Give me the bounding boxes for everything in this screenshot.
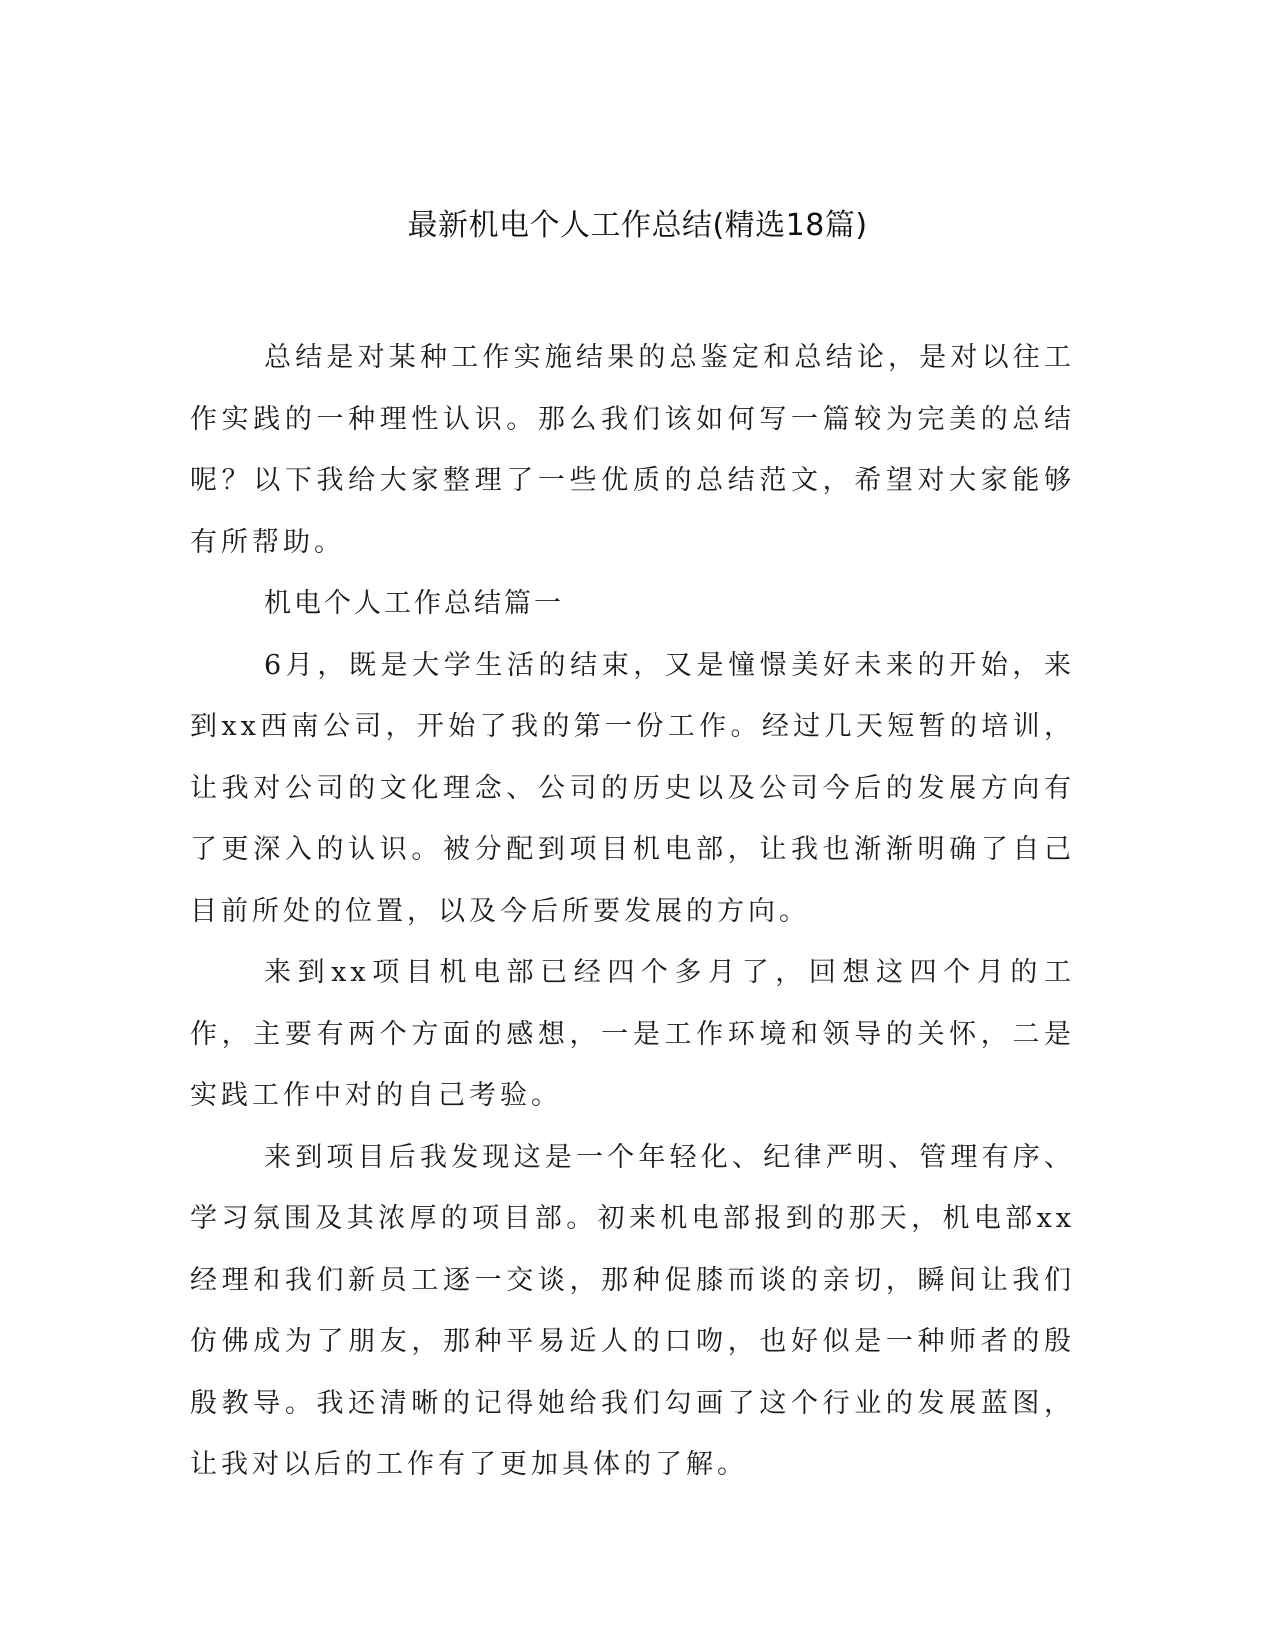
body-paragraph-1: 6月，既是大学生活的结束，又是憧憬美好未来的开始，来到xx西南公司，开始了我的第一份工作。经过几天短暂的培训，让我对公司的文化理念、公司的历史以及公司今后的发展方向有了更深入的认识。被分配到项目机电部，让我也渐渐明确了自己目前所处的位置，以及今后所要发展的方向。 (190, 649, 1075, 927)
document-title: 最新机电个人工作总结(精选18篇) (407, 208, 868, 243)
section-heading: 机电个人工作总结篇一 (264, 588, 564, 619)
document-body (190, 327, 1075, 1496)
body-paragraph-3: 来到项目后我发现这是一个年轻化、纪律严明、管理有序、学习氛围及其浓厚的项目部。初来机电部报到的那天，机电部xx经理和我们新员工逐一交谈，那种促膝而谈的亲切，瞬间让我们仿佛成为了朋友，那种平易近人的口吻，也好似是一种师者的殷殷教导。我还清晰的记得她给我们勾画了这个行业的发展蓝图，让我对以后的工作有了更加具体的了解。 (190, 1141, 1075, 1480)
body-paragraph-2: 来到xx项目机电部已经四个多月了，回想这四个月的工作，主要有两个方面的感想，一是工作环境和领导的关怀，二是实践工作中对的自己考验。 (190, 957, 1075, 1111)
intro-paragraph: 总结是对某种工作实施结果的总鉴定和总结论，是对以往工作实践的一种理性认识。那么我们该如何写一篇较为完美的总结呢？以下我给大家整理了一些优质的总结范文，希望对大家能够有所帮助。 (190, 342, 1075, 558)
